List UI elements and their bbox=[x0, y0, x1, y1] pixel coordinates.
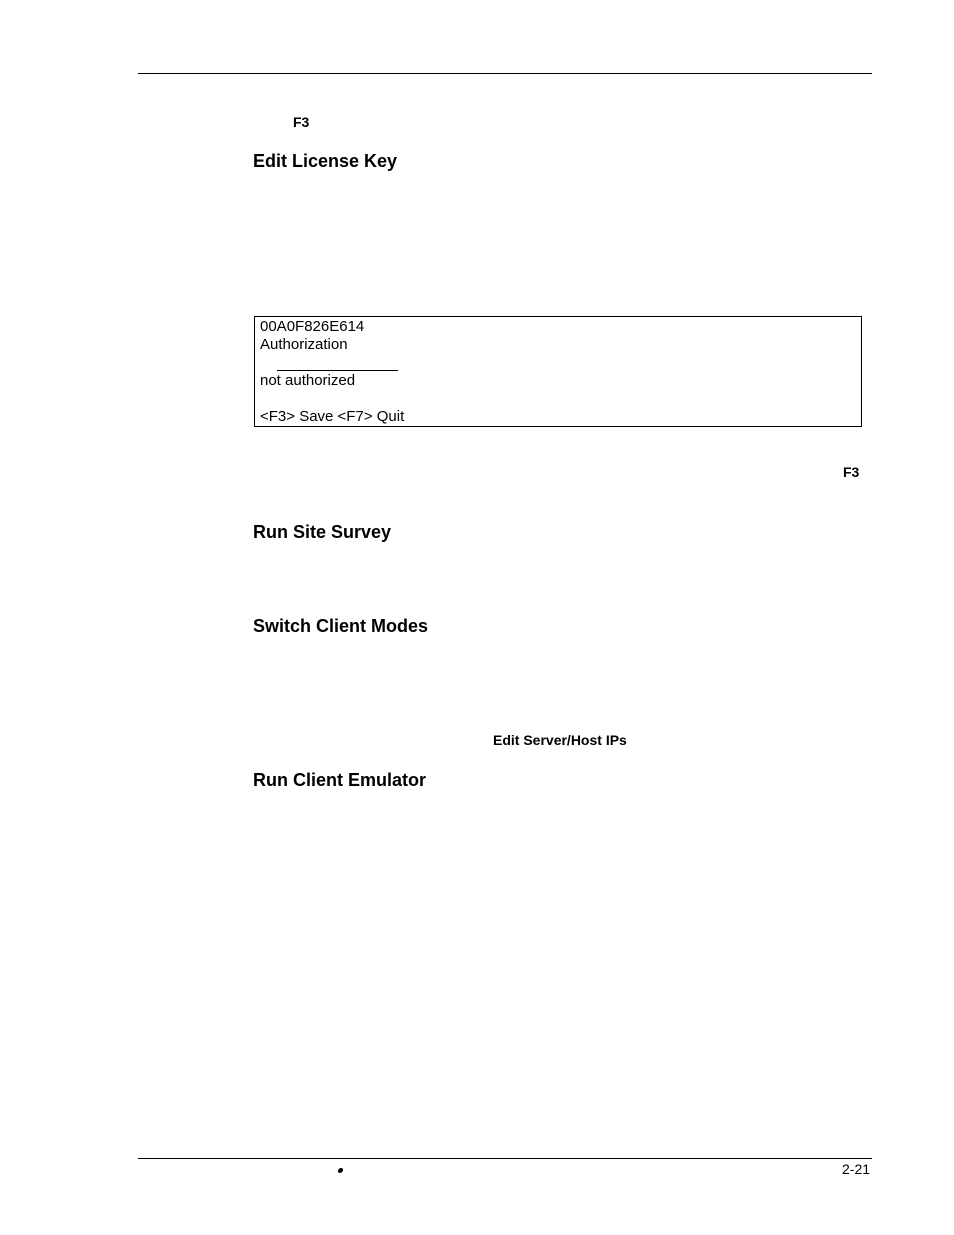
menu-reference-edit-server-host-ips: Edit Server/Host IPs bbox=[493, 732, 627, 748]
heading-edit-license-key: Edit License Key bbox=[253, 151, 398, 171]
heading-run-site-survey: Run Site Survey bbox=[253, 522, 392, 542]
footer-bullet-icon bbox=[337, 1168, 343, 1173]
mac-address-text: 00A0F826E614 bbox=[260, 318, 365, 335]
page-number: 2-21 bbox=[842, 1161, 871, 1177]
header-rule bbox=[138, 73, 872, 74]
authorization-status: not authorized bbox=[260, 372, 356, 389]
function-key-hints: <F3> Save <F7> Quit bbox=[260, 408, 405, 425]
license-key-entry-field[interactable] bbox=[277, 370, 398, 371]
heading-run-client-emulator: Run Client Emulator bbox=[253, 770, 427, 790]
heading-switch-client-modes: Switch Client Modes bbox=[253, 616, 429, 636]
f3-key-reference-right: F3 bbox=[843, 464, 860, 480]
terminal-screen bbox=[254, 316, 862, 427]
footer-rule bbox=[138, 1158, 872, 1159]
authorization-label: Authorization bbox=[260, 336, 348, 353]
f3-key-reference-top: F3 bbox=[293, 114, 310, 130]
